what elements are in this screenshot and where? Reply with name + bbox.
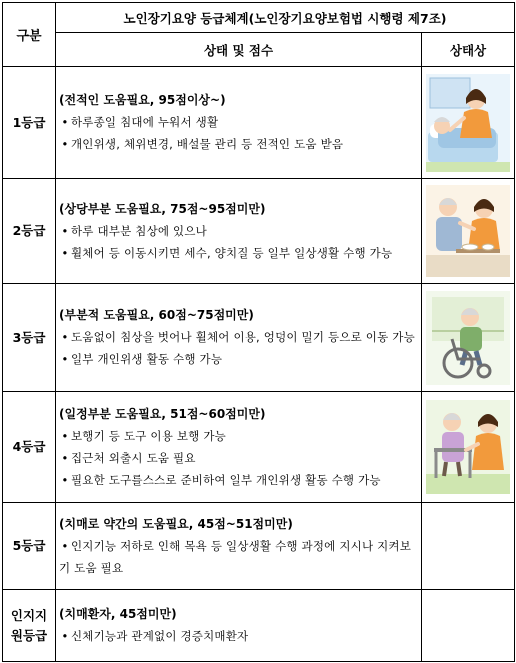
grade-label-line-2: 원등급: [10, 627, 48, 643]
status-image-cell: [422, 67, 515, 179]
grade-label: 5등급: [3, 503, 56, 590]
list-item: • 개인위생, 체위변경, 배설물 관리 등 전적인 도움 받음: [59, 133, 419, 155]
bullet-dot-icon: •: [61, 137, 69, 151]
list-item: • 인지기능 저하로 인해 목욕 등 일상생활 수행 과정에 지시나 지켜보기 도움 필요: [59, 535, 419, 579]
list-item: • 필요한 도구를스스로 준비하여 일부 개인위생 활동 수행 가능: [59, 469, 419, 491]
grade-description: [56, 284, 422, 392]
status-image-cell: [422, 392, 515, 503]
header-row-columns: [3, 33, 515, 67]
grade-label: 1등급: [3, 67, 56, 179]
bullet-dot-icon: •: [61, 538, 69, 553]
grade-heading: (부분적 도움필요, 60점~75점미만): [59, 308, 254, 322]
bullet-dot-icon: •: [61, 115, 69, 129]
bullet-dot-icon: •: [61, 223, 69, 238]
list-item: • 신체기능과 관계없이 경증치매환자: [59, 625, 419, 647]
list-item: • 하루 대부분 침상에 있으나: [59, 220, 419, 242]
grade-heading: (일정부분 도움필요, 51점~60점미만): [59, 406, 266, 421]
bullet-dot-icon: •: [61, 330, 69, 344]
grade-heading: (치매로 약간의 도움필요, 45점~51점미만): [59, 516, 293, 531]
grade-description: [56, 392, 422, 503]
table-row-grade-4: [3, 392, 515, 503]
bullet-dot-icon: •: [61, 352, 69, 366]
bullet-dot-icon: •: [61, 629, 69, 643]
table-row-grade-3: [3, 284, 515, 392]
status-image-cell: [422, 284, 515, 392]
header-status-score: 상태 및 점수: [56, 33, 422, 67]
grade-label: 2등급: [3, 179, 56, 284]
grade-description: [56, 590, 422, 662]
grade-label: 3등급: [3, 284, 56, 392]
grade-system-table: [2, 2, 515, 662]
table-row-grade-2: [3, 179, 515, 284]
grade-label-line-1: 인지지: [10, 607, 48, 623]
status-image-cell-empty: [422, 503, 515, 590]
table-title: 노인장기요양 등급체계(노인장기요양보험법 시행령 제7조): [56, 3, 515, 33]
grade-description: [56, 67, 422, 179]
wheelchair-illustration: [426, 291, 510, 385]
table-row-cognitive-support-grade: [3, 590, 515, 662]
header-status-image: 상태상: [422, 33, 515, 67]
header-row-title: [3, 3, 515, 33]
walker-assist-illustration: [426, 400, 510, 494]
list-item: • 집근처 외출시 도움 필요: [59, 447, 419, 469]
grade-heading: (전적인 도움필요, 95점이상~): [59, 93, 226, 107]
grade-description: [56, 179, 422, 284]
table-row-grade-1: [3, 67, 515, 179]
bullet-dot-icon: •: [61, 245, 69, 260]
grade-description: [56, 503, 422, 590]
bullet-dot-icon: •: [61, 450, 69, 465]
status-image-cell-empty: [422, 590, 515, 662]
grade-label: 4등급: [3, 392, 56, 503]
list-item: • 휠체어 등 이동시키면 세수, 양치질 등 일부 일상생활 수행 가능: [59, 242, 419, 264]
list-item: • 도움없이 침상을 벗어나 휠체어 이용, 엉덩이 밀기 등으로 이동 가능: [59, 326, 419, 348]
list-item: • 일부 개인위생 활동 수행 가능: [59, 348, 419, 370]
bullet-dot-icon: •: [61, 428, 69, 443]
assisted-meal-illustration: [426, 185, 510, 277]
bedridden-care-illustration: [426, 74, 510, 172]
grade-label: [3, 590, 56, 662]
status-image-cell: [422, 179, 515, 284]
table-row-grade-5: [3, 503, 515, 590]
header-gubun: 구분: [3, 3, 56, 67]
grade-heading: (치매환자, 45점미만): [59, 607, 177, 621]
grade-heading: (상당부분 도움필요, 75점~95점미만): [59, 201, 266, 216]
list-item: • 하루종일 침대에 누워서 생활: [59, 111, 419, 133]
list-item: • 보행기 등 도구 이용 보행 가능: [59, 425, 419, 447]
bullet-dot-icon: •: [61, 472, 69, 487]
